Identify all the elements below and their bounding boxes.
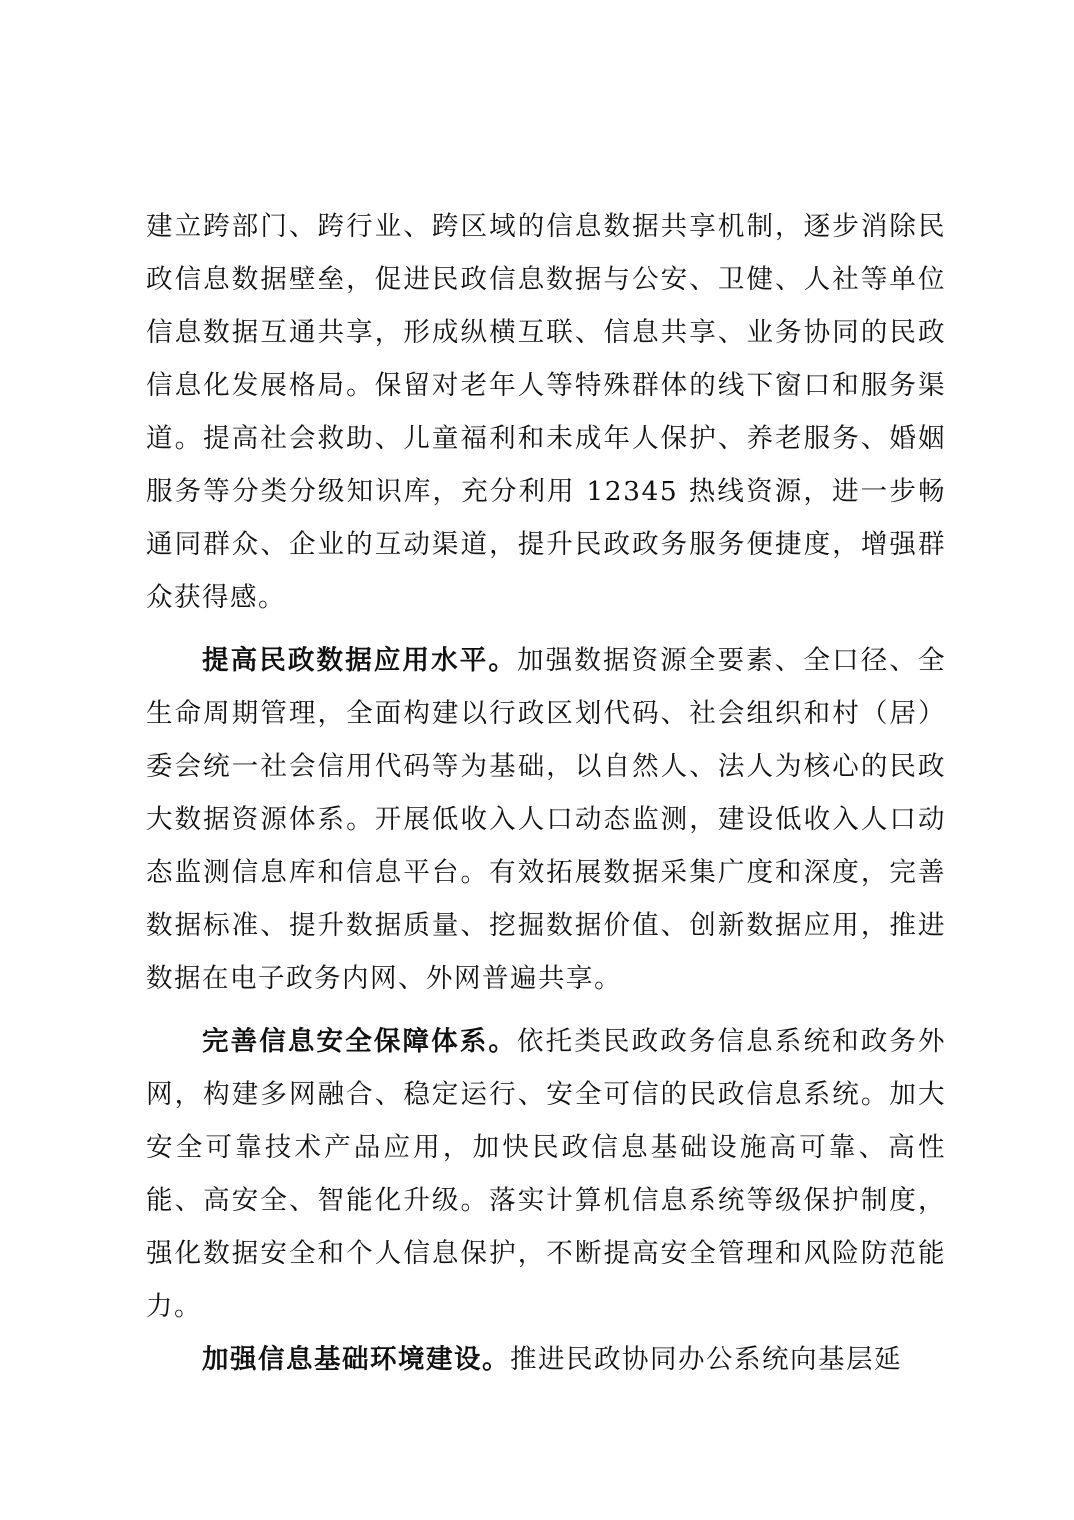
paragraph-heading: 提高民政数据应用水平。 (202, 645, 518, 676)
paragraph-text: 加强数据资源全要素、全口径、全生命周期管理，全面构建以行政区划代码、社会组织和村（居）委会统一社会信用代码等为基础，以自然人、法人为核心的民政大数据资源体系。开展低收入人口动态监测，建设低收入人口动态监测信息库和信息平台。有效拓展数据采集广度和深度，完善数据标准、提升数据质量、挖掘数据价值、创新数据应用，推进数据在电子政务内网、外网普遍共享。 (146, 645, 947, 994)
document-body (146, 200, 946, 1386)
paragraph-gap (146, 1005, 946, 1015)
paragraph-text: 推进民政协同办公系统向基层延 (510, 1344, 902, 1375)
paragraph-data-application (146, 634, 946, 1005)
paragraph-heading: 完善信息安全保障体系。 (202, 1026, 518, 1057)
paragraph-text: 建立跨部门、跨行业、跨区域的信息数据共享机制，逐步消除民政信息数据壁垒，促进民政信息数据与公安、卫健、人社等单位信息数据互通共享，形成纵横互联、信息共享、业务协同的民政信息化发展格局。保留对老年人等特殊群体的线下窗口和服务渠道。提高社会救助、儿童福利和未成年人保护、养老服务、婚姻服务等分类分级知识库，充分利用 12345 热线资源，进一步畅通同群众、企业的互动渠道，提升民政政务服务便捷度，增强群众获得感。 (146, 211, 946, 613)
paragraph-infrastructure (146, 1333, 946, 1386)
paragraph-heading: 加强信息基础环境建设。 (202, 1344, 510, 1375)
paragraph-text: 依托类民政政务信息系统和政务外网，构建多网融合、稳定运行、安全可信的民政信息系统。加大安全可靠技术产品应用，加快民政信息基础设施高可靠、高性能、高安全、智能化升级。落实计算机信息系统等级保护制度，强化数据安全和个人信息保护，不断提高安全管理和风险防范能力。 (146, 1026, 947, 1322)
paragraph-continued (146, 200, 946, 624)
paragraph-security (146, 1015, 946, 1333)
paragraph-gap (146, 624, 946, 634)
